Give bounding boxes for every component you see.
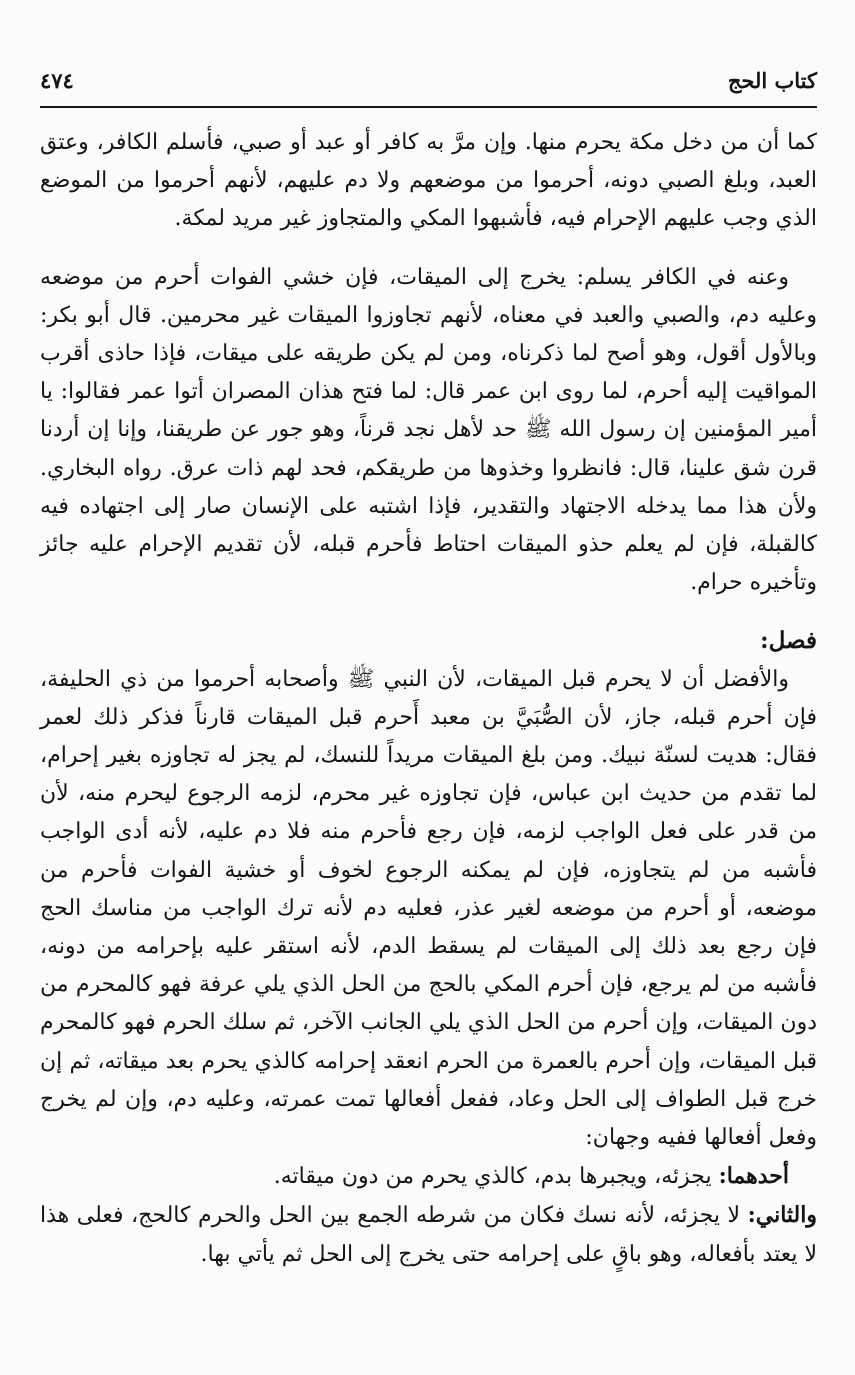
paragraph-gap <box>40 239 817 259</box>
header-title: كتاب الحج <box>727 67 817 93</box>
running-header <box>40 54 817 108</box>
first-opinion-text: يجزئه، ويجبرها بدم، كالذي يحرم من دون ميقاته. <box>273 1164 719 1190</box>
first-opinion-lead: أحدهما: <box>718 1163 789 1190</box>
paragraph-gap <box>40 602 817 622</box>
second-opinion-text: لا يجزئه، لأنه نسك فكان من شرطه الجمع بين الحل والحرم كالحج، فعلى هذا لا يعتد بأفعاله، وهو باقٍ على إحرامه حتى يخرج إلى الحل ثم يأتي بها. <box>40 1203 817 1267</box>
paragraph-1: كما أن من دخل مكة يحرم منها. وإن مرَّ به كافر أو عبد أو صبي، فأسلم الكافر، وعتق العبد، وبلغ الصبي دونه، أحرموا من موضعهم ولا دم عليهم، لأنهم أحرموا من الموضع الذي وجب عليهم الإحرام فيه، فأشبهوا المكي والمتجاوز غير مريد لمكة. <box>40 130 817 232</box>
page-number: ٤٧٤ <box>40 67 74 93</box>
paragraph-2: وعنه في الكافر يسلم: يخرج إلى الميقات، فإن خشي الفوات أحرم من موضعه وعليه دم، والصبي والعبد في معناه، لأنهم تجاوزوا الميقات غير محرمين. قال أبو بكر: وبالأول أقول، وهو أصح لما ذكرناه، ومن لم يكن طريقه على ميقات، فإذا حاذى أقرب المواقيت إليه أحرم، لما روى ابن عمر قال: لما فتح هذان المصران أتوا عمر فقالوا: يا أمير المؤمنين إن رسول الله ﷺ حد لأهل نجد قرناً، وهو جور عن طريقنا، وإنا إن أردنا قرن شق علينا، قال: فانظروا وخذوها من طريقكم، فحد لهم ذات عرق. رواه البخاري. ولأن هذا مما يدخله الاجتهاد والتقدير، فإذا اشتبه على الإنسان صار إلى اجتهاده فيه كالقبلة، فإن لم يعلم حذو الميقات احتاط فأحرم قبله، لأن تقديم الإحرام عليه جائز وتأخيره حرام. <box>40 264 817 596</box>
page-body <box>40 124 817 1274</box>
paragraph-3: والأفضل أن لا يحرم قبل الميقات، لأن النبي ﷺ وأصحابه أحرموا من ذي الحليفة، فإن أحرم قبله، جاز، لأن الصُّبَيَّ بن معبد أَحرم قبل الميقات قارناً فذكر ذلك لعمر فقال: هديت لسنّة نبيك. ومن بلغ الميقات مريداً للنسك، لم يجز له تجاوزه بغير إحرام، لما تقدم من حديث ابن عباس، فإن تجاوزه غير محرم، لزمه الرجوع ليحرم منه، لأن من قدر على فعل الواجب لزمه، فإن رجع فأحرم منه فلا دم عليه، لأنه أدى الواجب فأشبه من لم يتجاوزه، فإن لم يمكنه الرجوع لخوف أو خشية الفوات فأحرم من موضعه، أو أحرم من موضعه لغير عذر، فعليه دم لأنه ترك الواجب من مناسك الحج فإن رجع بعد ذلك إلى الميقات لم يسقط الدم، لأنه استقر عليه بإحرامه من دونه، فأشبه من لم يرجع، فإن أحرم المكي بالحج من الحل الذي يلي عرفة فهو كالمحرم من دون الميقات، وإن أحرم من الحل الذي يلي الجانب الآخر، ثم سلك الحرم فهو كالمحرم قبل الميقات، وإن أحرم بالعمرة من الحرم انعقد إحرامه كالذي يحرم بعد ميقاته، ثم إن خرج قبل الطواف إلى الحل وعاد، ففعل أفعالها تمت عمرته، وعليه دم، وإن لم يخرج وفعل أفعالها ففيه وجهان: <box>40 666 818 1151</box>
second-opinion-lead: والثاني: <box>747 1202 817 1229</box>
second-opinion <box>40 1196 817 1273</box>
section-title: فصل: <box>760 627 817 655</box>
first-opinion <box>40 1157 817 1196</box>
